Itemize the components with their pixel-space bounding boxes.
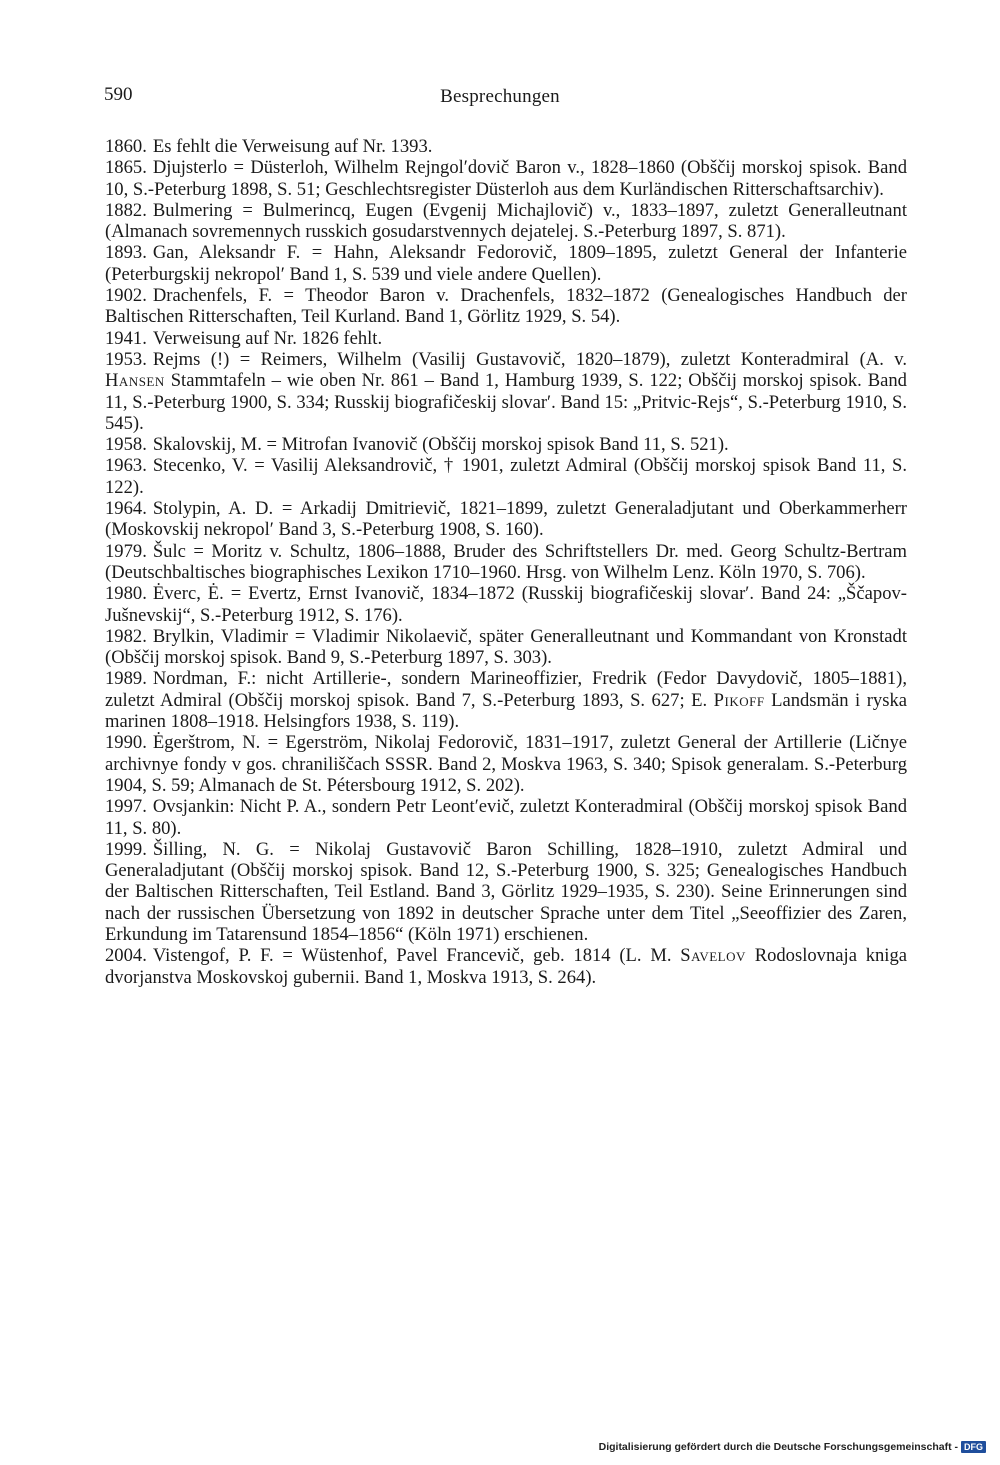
entry-1982	[105, 626, 907, 669]
entry-1882	[105, 200, 907, 243]
entry-1953	[105, 349, 907, 434]
entry-number: 1860.	[105, 136, 147, 157]
entry-2004	[105, 945, 907, 988]
entry-1958	[105, 434, 907, 455]
entry-number: 1893.	[105, 242, 147, 264]
dfg-logo: DFG	[961, 1441, 986, 1453]
author-name: Hansen	[105, 370, 165, 392]
entry-text-continued: Landsmän i ryska marinen 1808–1918. Helsingfors 1938, S. 119).	[105, 689, 907, 733]
entry-text-continued: Stammtafeln – wie oben Nr. 861 – Band 1, Hamburg 1939, S. 122; Obščij morskoj spisok. Band 11, S.-Peterburg 1900, S. 334; Russkij biografičeskij slovarʹ. Band 15: „Pritvic-Rejs“, S.-Peterburg 1910, S. 545).	[105, 370, 907, 434]
entry-1989	[105, 668, 907, 732]
entry-1902	[105, 285, 907, 328]
entry-1990	[105, 732, 907, 796]
entry-number: 1963.	[105, 455, 147, 477]
entry-1963	[105, 455, 907, 498]
entry-text: Šulc = Moritz v. Schultz, 1806–1888, Bruder des Schriftstellers Dr. med. Georg Schultz-Bertram (Deutschbaltisches biographisches Lexikon 1710–1960. Hrsg. von Wilhelm Lenz. Köln 1970, S. 706).	[105, 540, 907, 583]
running-head: Besprechungen	[440, 86, 560, 107]
entry-text: Rejms (!) = Reimers, Wilhelm (Vasilij Gustavovič, 1820–1879), zuletzt Konteradmiral (A. v.	[152, 348, 907, 370]
entry-1980	[105, 583, 907, 626]
entry-number: 1953.	[105, 348, 147, 370]
entry-text: Brylkin, Vladimir = Vladimir Nikolaevič, später Generalleutnant und Kommandant von Kronstadt (Obščij morskoj spisok. Band 9, S.-Peterburg 1897, S. 303).	[105, 625, 907, 669]
entry-text: Šilling, N. G. = Nikolaj Gustavovič Baron Schilling, 1828–1910, zuletzt Admiral und Generaladjutant (Obščij morskoj spisok. Band 12, S.-Peterburg 1900, S. 325; Genealogisches Handbuch der Baltischen Ritterschaften, Teil Estland. Band 3, Görlitz 1929–1935, S. 230). Seine Erinnerungen sind nach der russischen Übersetzung von 1892 in deutscher Sprache unter dem Titel „Seeoffizier des Zaren, Erkundung im Tatarensund 1854–1856“ (Köln 1971) erschienen.	[105, 838, 907, 945]
entry-text: Djujsterlo = Düsterloh, Wilhelm Rejngolʹdovič Baron v., 1828–1860 (Obščij morskoj spisok. Band 10, S.-Peterburg 1898, S. 51; Geschlechtsregister Düsterloh aus dem Kurländischen Ritterschaftsarchiv).	[105, 157, 907, 200]
entry-number: 1964.	[105, 498, 147, 520]
entry-text: Verweisung auf Nr. 1826 fehlt.	[152, 327, 383, 349]
author-name: Pikoff	[713, 689, 765, 711]
entry-number: 1980.	[105, 583, 147, 605]
credit-text: Digitalisierung gefördert durch die Deutsche Forschungsgemeinschaft -	[598, 1441, 958, 1453]
entry-1979	[105, 541, 907, 584]
entry-number: 1882.	[105, 199, 147, 221]
page-number: 590	[104, 84, 133, 105]
entry-text: Ovsjankin: Nicht P. A., sondern Petr Leontʹevič, zuletzt Konteradmiral (Obščij morskoj spisok Band 11, S. 80).	[105, 796, 907, 839]
entry-number: 1979.	[105, 540, 147, 562]
entry-1865	[105, 157, 907, 200]
author-name: Savelov	[680, 945, 746, 967]
digitization-credit	[599, 1441, 986, 1453]
entry-text: Bulmering = Bulmerincq, Eugen (Evgenij Michajlovič) v., 1833–1897, zuletzt Generalleutnant (Almanach sovremennych russkich gosudarstvennych dejatelej. S.-Peterburg 1897, S. 871).	[105, 199, 907, 243]
entry-text: Vistengof, P. F. = Wüstenhof, Pavel Francevič, geb. 1814 (L. M.	[152, 945, 672, 967]
entry-1999	[105, 839, 907, 945]
entry-number: 1865.	[105, 157, 147, 179]
entry-text: Nordman, F.: nicht Artillerie-, sondern Marineoffizier, Fredrik (Fedor Davydovič, 1805–1881), zuletzt Admiral (Obščij morskoj spisok. Band 7, S.-Peterburg 1893, S. 627; E.	[105, 668, 907, 711]
entry-text: Ėgerštrom, N. = Egerström, Nikolaj Fedorovič, 1831–1917, zuletzt General der Artillerie (Ličnye archivnye fondy v gos. chraniliščach SSSR. Band 2, Moskva 1963, S. 340; Spisok generalam. S.-Peterburg 1904, S. 59; Almanach de St. Pétersbourg 1912, S. 202).	[105, 732, 907, 796]
entry-text: Skalovskij, M. = Mitrofan Ivanovič (Obščij morskoj spisok Band 11, S. 521).	[152, 434, 729, 456]
entry-1964	[105, 498, 907, 541]
entry-text: Es fehlt die Verweisung auf Nr. 1393.	[152, 136, 433, 157]
entry-text: Stecenko, V. = Vasilij Aleksandrovič, † 1901, zuletzt Admiral (Obščij morskoj spisok Band 11, S. 122).	[105, 455, 907, 498]
entry-text: Stolypin, A. D. = Arkadij Dmitrievič, 1821–1899, zuletzt Generaladjutant und Oberkammerherr (Moskovskij nekropolʹ Band 3, S.-Peterburg 1908, S. 160).	[105, 498, 907, 541]
entry-text: Gan, Aleksandr F. = Hahn, Aleksandr Fedorovič, 1809–1895, zuletzt General der Infanterie (Peterburgskij nekropolʹ Band 1, S. 539 und viele andere Quellen).	[105, 242, 907, 285]
entry-text: Drachenfels, F. = Theodor Baron v. Drachenfels, 1832–1872 (Genealogisches Handbuch der Baltischen Ritterschaften, Teil Kurland. Band 1, Görlitz 1929, S. 54).	[105, 285, 907, 328]
entry-text: Ėverc, Ė. = Evertz, Ernst Ivanovič, 1834–1872 (Russkij biografičeskij slovarʹ. Band 24: „Ščapov-Jušnevskij“, S.-Peterburg 1912, S. 176).	[105, 583, 907, 626]
entry-number: 1902.	[105, 285, 147, 307]
entry-1860	[105, 136, 907, 157]
entry-number: 1941.	[105, 327, 147, 349]
entry-1997	[105, 796, 907, 839]
entry-1941	[105, 328, 907, 349]
entry-1893	[105, 242, 907, 285]
entry-text-continued: Rodoslovnaja kniga dvorjanstva Moskovskoj gubernii. Band 1, Moskva 1913, S. 264).	[105, 945, 908, 988]
entry-number: 1999.	[105, 838, 147, 860]
entry-number: 1982.	[105, 625, 147, 647]
entry-number: 1997.	[105, 796, 147, 818]
entry-number: 1958.	[105, 434, 147, 456]
entry-number: 1990.	[105, 732, 147, 754]
entry-number: 1989.	[105, 668, 147, 690]
body-text	[105, 136, 907, 988]
entry-number: 2004.	[105, 945, 147, 967]
